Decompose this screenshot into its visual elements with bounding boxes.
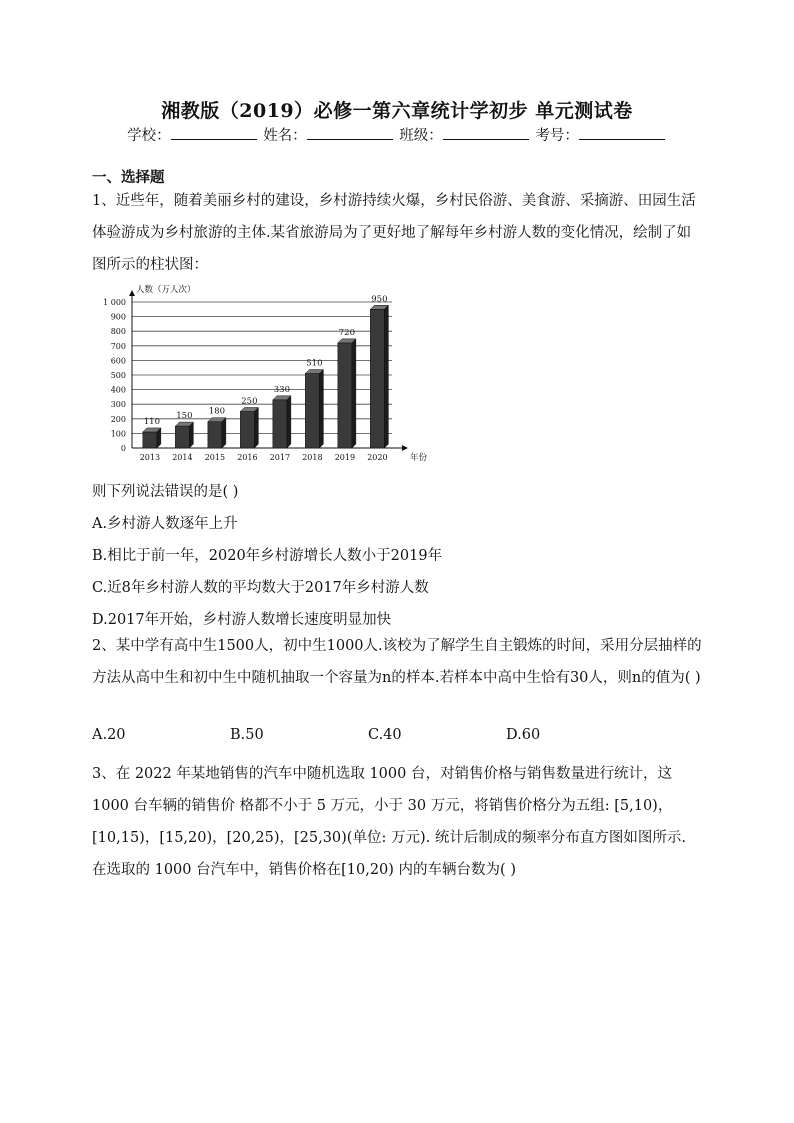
y-tick-label: 1 000 <box>103 298 126 307</box>
bar-side <box>222 418 226 448</box>
y-tick-label: 500 <box>110 371 126 380</box>
bar-side <box>254 408 258 449</box>
section-title: 一、选择题 <box>92 169 165 186</box>
x-tick-label: 2014 <box>172 453 193 462</box>
exam-number-blank[interactable] <box>579 125 665 140</box>
data-label: 510 <box>306 358 323 369</box>
bar-side <box>319 370 323 448</box>
x-axis-label: 年份 <box>410 453 428 463</box>
x-tick-label: 2016 <box>237 453 258 462</box>
bar <box>370 309 384 448</box>
class-label: 班级： <box>399 128 443 144</box>
x-axis-arrow <box>402 445 408 451</box>
bar-side <box>287 396 291 448</box>
q1-option-b[interactable]: B.相比于前一年，2020年乡村游增长人数小于2019年 <box>92 548 443 564</box>
y-tick-label: 0 <box>120 444 126 453</box>
bar-chart <box>92 280 428 470</box>
y-tick-label: 600 <box>110 356 126 366</box>
q3-stem: 3、在 2022 年某地销售的汽车中随机选取 1000 台，对销售价格与销售数量进行统计，这 1000 台车辆的销售价 格都不小于 5 万元，小于 30 万元，将销售价格分为五组: [5,10)，[10,15)，[15,20)，[20,25)，[25,30)(单位: 万元). 统计后制成的频率分布直方图如图所示. 在选取的 1000 台汽车中，销售价格在[10,20) 内的车辆台数为( ) <box>92 766 686 878</box>
data-label: 250 <box>241 396 258 407</box>
y-tick-label: 900 <box>110 312 126 322</box>
school-label: 学校： <box>127 128 171 144</box>
name-blank[interactable] <box>307 125 393 140</box>
q1-option-c[interactable]: C.近8年乡村游人数的平均数大于2017年乡村游人数 <box>92 580 429 596</box>
x-tick-label: 2015 <box>204 453 226 462</box>
y-tick-label: 800 <box>110 327 126 337</box>
bar-side <box>384 305 388 448</box>
exam-number-label: 考号： <box>535 128 579 144</box>
q2-option-b[interactable]: B.50 <box>230 727 264 743</box>
bar <box>240 412 254 449</box>
y-tick-label: 100 <box>110 429 126 439</box>
bar-side <box>352 339 356 448</box>
bar <box>338 343 352 448</box>
x-tick-label: 2018 <box>302 453 323 462</box>
y-tick-label: 300 <box>110 400 126 410</box>
q2-stem: 2、某中学有高中生1500人，初中生1000人.该校为了解学生自主锻炼的时间，采用分层抽样的方法从高中生和初中生中随机抽取一个容量为n的样本.若样本中高中生恰有30人，则n的值为( ) <box>92 638 702 686</box>
q1-option-a[interactable]: A.乡村游人数逐年上升 <box>92 516 238 532</box>
page-title: 湘教版（2019）必修一第六章统计学初步 单元测试卷 <box>161 100 633 122</box>
data-label: 150 <box>176 411 193 422</box>
class-blank[interactable] <box>443 125 529 140</box>
bar-side <box>189 422 193 448</box>
y-axis-label: 人数（万人次） <box>136 285 196 295</box>
q1-stem: 1、近些年，随着美丽乡村的建设，乡村游持续火爆，乡村民俗游、美食游、采摘游、田园生活体验游成为乡村旅游的主体.某省旅游局为了更好地了解每年乡村游人数的变化情况，绘制了如图所示的柱状图： <box>92 193 696 273</box>
q1-prompt: 则下列说法错误的是( ) <box>92 484 239 500</box>
bar <box>305 374 319 448</box>
x-tick-label: 2017 <box>269 453 291 462</box>
y-tick-label: 200 <box>110 414 126 424</box>
data-label: 950 <box>371 294 388 305</box>
q2-options <box>92 727 704 743</box>
q2-option-a[interactable]: A.20 <box>92 727 126 743</box>
x-tick-label: 2020 <box>367 453 388 462</box>
q2-option-d[interactable]: D.60 <box>506 727 541 743</box>
q1-option-d[interactable]: D.2017年开始，乡村游人数增长速度明显加快 <box>92 612 392 628</box>
school-blank[interactable] <box>171 125 257 140</box>
data-label: 330 <box>273 384 290 395</box>
bar <box>208 422 222 448</box>
x-tick-label: 2013 <box>139 453 161 462</box>
bar <box>143 432 157 448</box>
y-tick-label: 700 <box>110 341 126 351</box>
student-info-line <box>0 124 794 145</box>
data-label: 110 <box>143 416 160 427</box>
x-tick-label: 2019 <box>334 453 356 462</box>
q2-option-c[interactable]: C.40 <box>368 727 402 743</box>
y-axis-arrow <box>129 290 135 296</box>
data-label: 180 <box>208 406 225 417</box>
name-label: 姓名： <box>263 128 307 144</box>
bar <box>175 426 189 448</box>
data-label: 720 <box>338 327 355 338</box>
bar <box>273 400 287 448</box>
y-tick-label: 400 <box>110 385 126 395</box>
